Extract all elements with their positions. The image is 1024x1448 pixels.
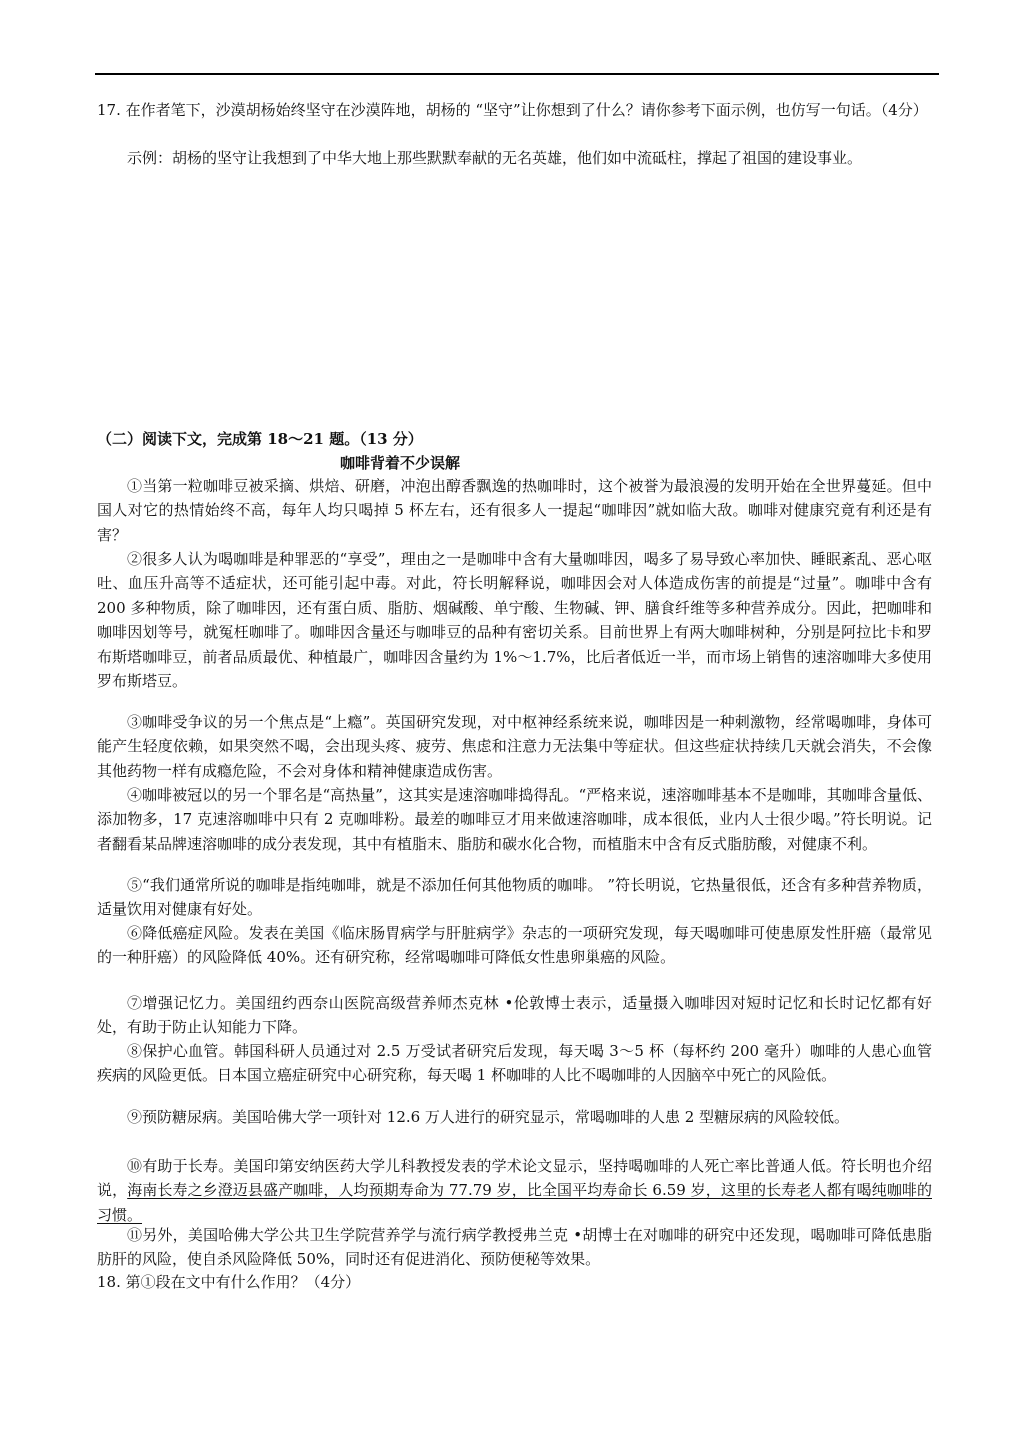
- paragraph-7: ⑦增强记忆力。美国纽约西奈山医院高级营养师杰克林 •伦敦博士表示，适量摄入咖啡因对短时记忆和长时记忆都有好处，有助于防止认知能力下降。: [97, 994, 932, 1037]
- top-rule: [95, 73, 939, 75]
- article-title: 咖啡背着不少误解: [339, 454, 460, 472]
- paragraph-4: ④咖啡被冠以的另一个罪名是“高热量”，这其实是速溶咖啡捣得乱。“严格来说，速溶咖啡基本不是咖啡，其咖啡含量低、添加物多，17 克速溶咖啡中只有 2 克咖啡粉。最差的咖啡豆才用来做速溶咖啡，成本很低，业内人士很少喝。”符长明说。记者翻看某品牌速溶咖啡的成分表发现，其中有植脂末、脂肪和碳水化合物，而植脂末中含有反式脂肪酸，对健康不利。: [97, 786, 932, 853]
- question-17: 17. 在作者笔下，沙漠胡杨始终坚守在沙漠阵地，胡杨的 “坚守”让你想到了什么？请你参考下面示例，也仿写一句话。（4分）: [97, 101, 928, 119]
- paragraph-11: ⑪另外，美国哈佛大学公共卫生学院营养学与流行病学教授弗兰克 •胡博士在对咖啡的研究中还发现，喝咖啡可降低患脂肪肝的风险，使自杀风险降低 50%，同时还有促进消化、预防便秘等效果。: [97, 1226, 932, 1269]
- paragraph-6: ⑥降低癌症风险。发表在美国《临床肠胃病学与肝脏病学》杂志的一项研究发现，每天喝咖啡可使患原发性肝癌（最常见的一种肝癌）的风险降低 40%。还有研究称，经常喝咖啡可降低女性患卵巢癌的风险。: [97, 924, 932, 967]
- paragraph-9: ⑨预防糖尿病。美国哈佛大学一项针对 12.6 万人进行的研究显示，常喝咖啡的人患 2 型糖尿病的风险较低。: [127, 1108, 850, 1126]
- question-18: 18. 第①段在文中有什么作用？（4分）: [97, 1273, 361, 1291]
- paragraph-3: ③咖啡受争议的另一个焦点是“上瘾”。英国研究发现，对中枢神经系统来说，咖啡因是一种刺激物，经常喝咖啡，身体可能产生轻度依赖，如果突然不喝，会出现头疼、疲劳、焦虑和注意力无法集中等症状。但这些症状持续几天就会消失，不会像其他药物一样有成瘾危险，不会对身体和精神健康造成伤害。: [97, 713, 932, 780]
- paragraph-2: ②很多人认为喝咖啡是种罪恶的“享受”，理由之一是咖啡中含有大量咖啡因，喝多了易导致心率加快、睡眠紊乱、恶心呕吐、血压升高等不适症状，还可能引起中毒。对此，符长明解释说，咖啡因会对人体造成伤害的前提是“过量”。咖啡中含有 200 多种物质，除了咖啡因，还有蛋白质、脂肪、烟碱酸、单宁酸、生物碱、钾、膳食纤维等多种营养成分。因此，把咖啡和咖啡因划等号，就冤枉咖啡了。咖啡因含量还与咖啡豆的品种有密切关系。目前世界上有两大咖啡树种，分别是阿拉比卡和罗布斯塔咖啡豆，前者品质最优、种植最广，咖啡因含量约为 1%～1.7%，比后者低近一半，而市场上销售的速溶咖啡大多使用罗布斯塔豆。: [97, 550, 932, 691]
- paragraph-10-underlined-sentence: 海南长寿之乡澄迈县盛产咖啡，人均预期寿命为 77.79 岁，比全国平均寿命长 6.59 岁，这里的长寿老人都有喝纯咖啡的习惯。: [97, 1181, 932, 1224]
- paragraph-8: ⑧保护心血管。韩国科研人员通过对 2.5 万受试者研究后发现，每天喝 3～5 杯（每杯约 200 毫升）咖啡的人患心血管疾病的风险更低。日本国立癌症研究中心研究称，每天喝 1 杯咖啡的人比不喝咖啡的人因脑卒中死亡的风险低。: [97, 1042, 932, 1085]
- paragraph-5: ⑤“我们通常所说的咖啡是指纯咖啡，就是不添加任何其他物质的咖啡。 ”符长明说，它热量很低，还含有多种营养物质，适量饮用对健康有好处。: [97, 876, 932, 919]
- section-heading: （二）阅读下文，完成第 18～21 题。（13 分）: [97, 430, 423, 448]
- paragraph-10-lead: ⑩有助于长寿。美国印第安纳医药大学儿科教授发表的学术论文显示，坚持喝咖啡的人死亡率比普通人低。符长明也介绍说，: [97, 1157, 932, 1200]
- paragraph-1: ①当第一粒咖啡豆被采摘、烘焙、研磨，冲泡出醇香飘逸的热咖啡时，这个被誉为最浪漫的发明开始在全世界蔓延。但中国人对它的热情始终不高，每年人均只喝掉 5 杯左右，还有很多人一提起“咖啡因”就如临大敌。咖啡对健康究竟有利还是有害？: [97, 477, 932, 544]
- question-17-example: 示例：胡杨的坚守让我想到了中华大地上那些默默奉献的无名英雄，他们如中流砥柱，撑起了祖国的建设事业。: [127, 149, 863, 167]
- paragraph-10: [97, 1154, 932, 1227]
